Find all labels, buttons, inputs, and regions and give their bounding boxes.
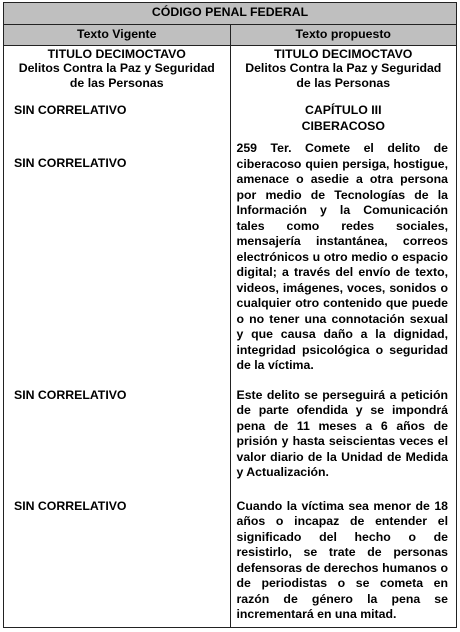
titulo-row (4, 46, 457, 62)
table-row (4, 91, 457, 134)
row-1-left (4, 91, 231, 134)
delitos-row (4, 61, 457, 91)
row-2-right: 259 Ter. Comete el delito de ciberacoso quien persiga, hostigue, amenace o asedie a otra persona por medio de Tecnologías de la Información y la Comunicación tales como redes sociales, mensajería instantánea, correos electrónicos u otro medio o espacio digital; a través del envío de texto, videos, imágenes, voces, sonidos o cualquier otro contenido que puede o no tener una connotación sexual y que causa daño a la dignidad, integridad psicológica o seguridad de la víctima. (230, 134, 457, 374)
delitos-left: Delitos Contra la Paz y Seguridad de las Personas (4, 61, 231, 91)
delitos-right: Delitos Contra la Paz y Seguridad de las Personas (230, 61, 457, 91)
column-header-row (4, 25, 457, 46)
row-1-right (230, 91, 457, 134)
column-header-texto-vigente: Texto Vigente (4, 25, 231, 46)
row-2-left-text: SIN CORRELATIVO (14, 156, 127, 170)
row-3-left (4, 374, 231, 481)
row-2-left (4, 134, 231, 374)
column-header-texto-propuesto: Texto propuesto (230, 25, 457, 46)
capitulo-heading: CAPÍTULO III (304, 103, 382, 117)
table-row (4, 374, 457, 481)
table-row (4, 134, 457, 374)
row-3-left-text: SIN CORRELATIVO (14, 387, 127, 402)
comparison-table (3, 2, 457, 628)
comparison-document (3, 2, 457, 628)
table-title-row (4, 3, 457, 25)
ciberacoso-heading: CIBERACOSO (301, 118, 385, 133)
row-4-left (4, 481, 231, 628)
titulo-right: TITULO DECIMOCTAVO (230, 46, 457, 62)
table-row (4, 481, 457, 628)
row-4-left-text: SIN CORRELATIVO (14, 498, 127, 513)
row-4-right: Cuando la víctima sea menor de 18 años o incapaz de entender el significado del hecho o de resistirlo, se trate de personas defensoras de derechos humanos o de periodistas o se cometa en razón de género la pena se incrementará en una mitad. (230, 481, 457, 628)
table-title: CÓDIGO PENAL FEDERAL (4, 3, 457, 25)
row-1-left-text: SIN CORRELATIVO (14, 103, 127, 117)
titulo-left: TITULO DECIMOCTAVO (4, 46, 231, 62)
row-3-right: Este delito se perseguirá a petición de parte ofendida y se impondrá pena de 11 meses a 6 años de prisión y hasta seiscientas veces el valor diario de la Unidad de Medida y Actualización. (230, 374, 457, 481)
